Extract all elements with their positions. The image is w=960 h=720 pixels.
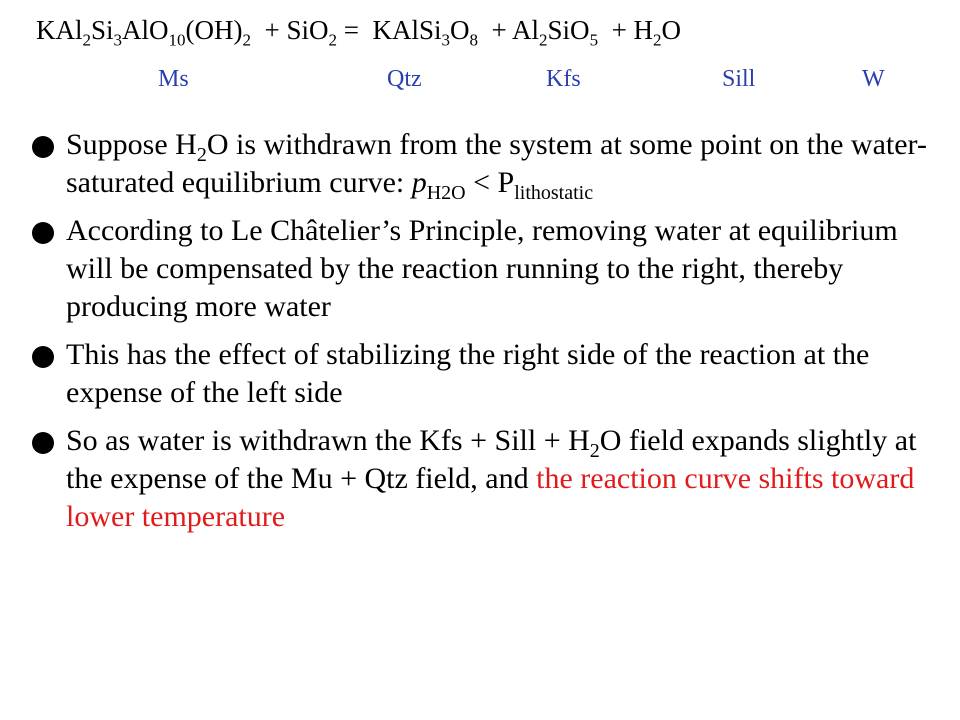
- mineral-label-w: W: [862, 66, 885, 92]
- bullet-text: So as water is withdrawn the Kfs + Sill + H: [66, 424, 590, 457]
- bullet-text: According to Le Châtelier’s Principle, removing water at equilibrium will be compensated by the reaction running to the right, thereby producing more water: [66, 214, 898, 323]
- muscovite-formula-part: AlO: [122, 15, 169, 45]
- bullet-text: Suppose H: [66, 128, 197, 161]
- water-formula-part: O: [661, 15, 682, 45]
- mineral-label-kfs: Kfs: [546, 66, 581, 92]
- bullet-list: [30, 126, 935, 546]
- kfeldspar-formula-part: O: [450, 15, 470, 45]
- mineral-label-ms: Ms: [158, 66, 189, 92]
- subscript: 3: [441, 30, 451, 50]
- bullet-text: O field expands slightly at the expense of the Mu + Qtz field, and: [66, 424, 917, 495]
- bullet-dot-icon: [32, 346, 54, 368]
- subscript: 2: [328, 30, 338, 50]
- mineral-label-sill: Sill: [722, 66, 756, 92]
- bullet-text: < P: [465, 166, 515, 199]
- bullet-item-stabilizing: [30, 336, 935, 412]
- mineral-label-qtz: Qtz: [387, 66, 422, 92]
- quartz-formula-part: + SiO: [264, 15, 329, 45]
- kfeldspar-formula-part: KAlSi: [372, 15, 442, 45]
- subscript: 5: [589, 30, 599, 50]
- bullet-item-water-withdrawn: [30, 126, 935, 202]
- bullet-dot-icon: [32, 222, 54, 244]
- subscript: 10: [168, 30, 186, 50]
- subscript: 2: [82, 30, 91, 50]
- subscript: 2: [653, 30, 662, 50]
- bullet-text: O is withdrawn from the system at some point on the water-saturated equilibrium curve:: [66, 128, 927, 199]
- subscript: 2: [196, 144, 207, 166]
- bullet-dot-icon: [32, 432, 54, 454]
- equals-sign: =: [343, 15, 359, 45]
- bullet-dot-icon: [32, 136, 54, 158]
- sillimanite-formula-part: SiO: [547, 15, 590, 45]
- subscript: 2: [589, 440, 600, 462]
- subscript: 3: [113, 30, 123, 50]
- partial-pressure-symbol: p: [411, 166, 427, 199]
- muscovite-formula-part: KAl: [36, 15, 83, 45]
- subscript: lithostatic: [514, 182, 594, 204]
- bullet-item-le-chatelier: [30, 212, 935, 326]
- sillimanite-formula-part: + Al: [491, 15, 540, 45]
- subscript: 8: [469, 30, 479, 50]
- bullet-item-field-expands: [30, 422, 935, 536]
- highlighted-conclusion: the reaction curve shifts toward lower temperature: [66, 462, 915, 533]
- subscript: 2: [539, 30, 548, 50]
- subscript: 2: [242, 30, 252, 50]
- muscovite-formula-part: (OH): [185, 15, 243, 45]
- water-formula-part: + H: [611, 15, 654, 45]
- muscovite-formula-part: Si: [91, 15, 114, 45]
- bullet-text: This has the effect of stabilizing the right side of the reaction at the expense of the left side: [66, 338, 870, 409]
- reaction-equation: [36, 14, 682, 50]
- subscript: H2O: [426, 182, 466, 204]
